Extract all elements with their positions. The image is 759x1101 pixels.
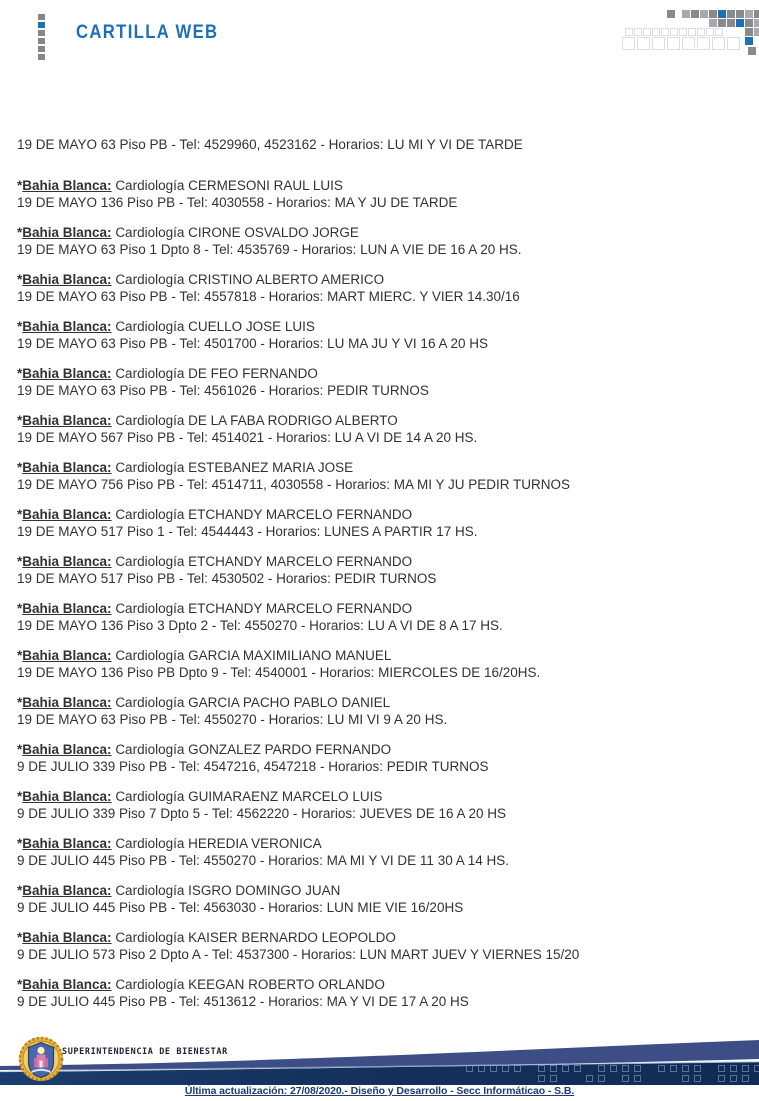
provider-name: HEREDIA VERONICA [188, 836, 322, 851]
provider-specialty: Cardiología [115, 507, 185, 522]
mosaic-square [667, 37, 680, 50]
mosaic-square [682, 37, 695, 50]
provider-city: Bahia Blanca: [22, 836, 112, 851]
mosaic-square [706, 28, 714, 36]
brand-square [38, 14, 45, 20]
mosaic-square [679, 28, 687, 36]
provider-address: 9 DE JULIO 339 Piso PB - Tel: 4547216, 4547218 - Horarios: PEDIR TURNOS [17, 759, 489, 774]
provider-header [17, 929, 747, 946]
entry-bullet: * [17, 507, 23, 522]
provider-specialty: Cardiología [115, 413, 185, 428]
provider-specialty: Cardiología [115, 742, 185, 757]
provider-header [17, 741, 747, 758]
provider-entry [17, 177, 747, 211]
provider-city: Bahia Blanca: [22, 554, 112, 569]
provider-entry [17, 600, 747, 634]
organization-name: SUPERINTENDENCIA DE BIENESTAR [62, 1047, 228, 1057]
entry-bullet: * [17, 319, 23, 334]
provider-listing [17, 136, 747, 1023]
mosaic-square [643, 28, 651, 36]
mosaic-square [709, 10, 717, 18]
provider-header [17, 694, 747, 711]
provider-entry [17, 647, 747, 681]
provider-city: Bahia Blanca: [22, 460, 112, 475]
mosaic-square [670, 28, 678, 36]
provider-address: 19 DE MAYO 63 Piso PB - Tel: 4550270 - Horarios: LU MI VI 9 A 20 HS. [17, 712, 448, 727]
mosaic-square [712, 37, 725, 50]
provider-city: Bahia Blanca: [22, 789, 112, 804]
mosaic-square [727, 37, 740, 50]
provider-header [17, 882, 747, 899]
provider-entries [17, 177, 747, 1010]
entry-bullet: * [17, 554, 23, 569]
provider-address: 19 DE MAYO 517 Piso 1 - Tel: 4544443 - Horarios: LUNES A PARTIR 17 HS. [17, 524, 478, 539]
provider-entry [17, 741, 747, 775]
entry-bullet: * [17, 178, 23, 193]
brand-square [38, 54, 45, 60]
mosaic-square [754, 19, 759, 27]
provider-address: 19 DE MAYO 136 Piso 3 Dpto 2 - Tel: 4550270 - Horarios: LU A VI DE 8 A 17 HS. [17, 618, 503, 633]
mosaic-square [748, 47, 756, 55]
entry-bullet: * [17, 272, 23, 287]
mosaic-square [697, 28, 705, 36]
provider-address: 9 DE JULIO 445 Piso PB - Tel: 4513612 - Horarios: MA Y VI DE 17 A 20 HS [17, 994, 469, 1009]
mosaic-square [745, 10, 753, 18]
provider-specialty: Cardiología [115, 319, 185, 334]
provider-city: Bahia Blanca: [22, 601, 112, 616]
provider-name: GARCIA MAXIMILIANO MANUEL [188, 648, 392, 663]
provider-entry [17, 882, 747, 916]
provider-city: Bahia Blanca: [22, 507, 112, 522]
entry-bullet: * [17, 695, 23, 710]
entry-bullet: * [17, 225, 23, 240]
mosaic-square [700, 10, 708, 18]
provider-city: Bahia Blanca: [22, 930, 112, 945]
provider-specialty: Cardiología [115, 272, 185, 287]
provider-name: KAISER BERNARDO LEOPOLDO [188, 930, 396, 945]
provider-entry [17, 459, 747, 493]
entry-bullet: * [17, 601, 23, 616]
provider-name: ETCHANDY MARCELO FERNANDO [188, 601, 413, 616]
provider-entry [17, 553, 747, 587]
provider-city: Bahia Blanca: [22, 695, 112, 710]
provider-address: 19 DE MAYO 517 Piso PB - Tel: 4530502 - Horarios: PEDIR TURNOS [17, 571, 437, 586]
provider-address: 19 DE MAYO 63 Piso PB - Tel: 4557818 - Horarios: MART MIERC. Y VIER 14.30/16 [17, 289, 520, 304]
provider-header [17, 459, 747, 476]
entry-bullet: * [17, 413, 23, 428]
provider-entry [17, 365, 747, 399]
provider-name: CUELLO JOSE LUIS [188, 319, 315, 334]
provider-name: CERMESONI RAUL LUIS [188, 178, 343, 193]
mosaic-square [745, 19, 753, 27]
provider-name: GARCIA PACHO PABLO DANIEL [188, 695, 391, 710]
provider-entry [17, 929, 747, 963]
provider-address: 19 DE MAYO 63 Piso 1 Dpto 8 - Tel: 4535769 - Horarios: LUN A VIE DE 16 A 20 HS. [17, 242, 522, 257]
entry-bullet: * [17, 366, 23, 381]
provider-header [17, 553, 747, 570]
provider-city: Bahia Blanca: [22, 742, 112, 757]
mosaic-square [625, 28, 633, 36]
provider-address: 19 DE MAYO 136 Piso PB - Tel: 4030558 - Horarios: MA Y JU DE TARDE [17, 195, 458, 210]
provider-specialty: Cardiología [115, 225, 185, 240]
provider-name: ESTEBANEZ MARIA JOSE [188, 460, 354, 475]
provider-header [17, 412, 747, 429]
mosaic-square [718, 19, 726, 27]
provider-header [17, 318, 747, 335]
provider-name: KEEGAN ROBERTO ORLANDO [188, 977, 385, 992]
entry-bullet: * [17, 836, 23, 851]
mosaic-square [718, 10, 726, 18]
provider-address: 19 DE MAYO 136 Piso PB Dpto 9 - Tel: 4540001 - Horarios: MIERCOLES DE 16/20HS. [17, 665, 541, 680]
provider-specialty: Cardiología [115, 178, 185, 193]
provider-address: 9 DE JULIO 339 Piso 7 Dpto 5 - Tel: 4562220 - Horarios: JUEVES DE 16 A 20 HS [17, 806, 506, 821]
provider-header [17, 976, 747, 993]
provider-entry [17, 271, 747, 305]
provider-entry [17, 412, 747, 446]
provider-header [17, 835, 747, 852]
provider-name: ETCHANDY MARCELO FERNANDO [188, 554, 413, 569]
provider-header [17, 365, 747, 382]
brand-square [38, 46, 45, 52]
provider-header [17, 506, 747, 523]
mosaic-square [754, 10, 759, 18]
mosaic-square [634, 28, 642, 36]
provider-entry [17, 318, 747, 352]
mosaic-square [745, 28, 753, 36]
provider-address: 19 DE MAYO 756 Piso PB - Tel: 4514711, 4030558 - Horarios: MA MI Y JU PEDIR TURNOS [17, 477, 570, 492]
provider-city: Bahia Blanca: [22, 977, 112, 992]
page-title: CARTILLA WEB [76, 22, 219, 43]
last-update-note: Última actualización: 27/08/2020.- Diseño y Desarrollo - Secc Informáticao - S.B. [184, 1085, 575, 1097]
provider-city: Bahia Blanca: [22, 178, 112, 193]
entry-bullet: * [17, 930, 23, 945]
provider-entry [17, 506, 747, 540]
provider-header [17, 647, 747, 664]
provider-entry [17, 976, 747, 1010]
provider-name: DE LA FABA RODRIGO ALBERTO [188, 413, 398, 428]
mosaic-square [727, 10, 735, 18]
mosaic-square [682, 10, 690, 18]
provider-specialty: Cardiología [115, 648, 185, 663]
provider-entry [17, 835, 747, 869]
provider-specialty: Cardiología [115, 789, 185, 804]
provider-entry [17, 224, 747, 258]
entry-bullet: * [17, 648, 23, 663]
provider-header [17, 788, 747, 805]
mosaic-square [736, 19, 744, 27]
entry-bullet: * [17, 742, 23, 757]
provider-name: DE FEO FERNANDO [188, 366, 318, 381]
entry-bullet: * [17, 977, 23, 992]
mosaic-square [691, 10, 699, 18]
provider-address: 9 DE JULIO 445 Piso PB - Tel: 4550270 - Horarios: MA MI Y VI DE 11 30 A 14 HS. [17, 853, 509, 868]
brand-square [38, 22, 45, 28]
brand-square [38, 30, 45, 36]
provider-address: 19 DE MAYO 63 Piso PB - Tel: 4501700 - Horarios: LU MA JU Y VI 16 A 20 HS [17, 336, 488, 351]
mosaic-square [652, 37, 665, 50]
provider-specialty: Cardiología [115, 366, 185, 381]
provider-specialty: Cardiología [115, 883, 185, 898]
provider-header [17, 271, 747, 288]
provider-specialty: Cardiología [115, 930, 185, 945]
mosaic-square [736, 10, 744, 18]
provider-name: ISGRO DOMINGO JUAN [188, 883, 341, 898]
provider-specialty: Cardiología [115, 554, 185, 569]
provider-name: GONZALEZ PARDO FERNANDO [188, 742, 392, 757]
provider-city: Bahia Blanca: [22, 319, 112, 334]
provider-city: Bahia Blanca: [22, 883, 112, 898]
provider-address: 19 DE MAYO 63 Piso PB - Tel: 4561026 - Horarios: PEDIR TURNOS [17, 383, 429, 398]
provider-name: GUIMARAENZ MARCELO LUIS [188, 789, 383, 804]
provider-specialty: Cardiología [115, 695, 185, 710]
provider-city: Bahia Blanca: [22, 413, 112, 428]
provider-city: Bahia Blanca: [22, 272, 112, 287]
brand-squares-icon [38, 14, 45, 62]
provider-city: Bahia Blanca: [22, 366, 112, 381]
mosaic-square [745, 37, 753, 45]
mosaic-square [754, 28, 759, 36]
provider-specialty: Cardiología [115, 977, 185, 992]
provider-header [17, 224, 747, 241]
provider-address: 19 DE MAYO 567 Piso PB - Tel: 4514021 - Horarios: LU A VI DE 14 A 20 HS. [17, 430, 478, 445]
mosaic-square [715, 28, 723, 36]
provider-name: ETCHANDY MARCELO FERNANDO [188, 507, 413, 522]
mosaic-square [667, 10, 675, 18]
mosaic-square [661, 28, 669, 36]
provider-entry [17, 694, 747, 728]
provider-address: 9 DE JULIO 573 Piso 2 Dpto A - Tel: 4537300 - Horarios: LUN MART JUEV Y VIERNES 15/20 [17, 947, 580, 962]
provider-specialty: Cardiología [115, 601, 185, 616]
mosaic-square [727, 19, 735, 27]
provider-header [17, 600, 747, 617]
mosaic-square [652, 28, 660, 36]
entry-bullet: * [17, 883, 23, 898]
superintendencia-seal-logo [18, 1034, 64, 1084]
mosaic-square [709, 19, 717, 27]
provider-entry [17, 788, 747, 822]
mosaic-square [622, 37, 635, 50]
provider-specialty: Cardiología [115, 836, 185, 851]
provider-name: CIRONE OSVALDO JORGE [188, 225, 359, 240]
entry-bullet: * [17, 789, 23, 804]
provider-address-continued: 19 DE MAYO 63 Piso PB - Tel: 4529960, 4523162 - Horarios: LU MI Y VI DE TARDE [17, 137, 523, 152]
mosaic-square [688, 28, 696, 36]
brand-square [38, 38, 45, 44]
provider-address: 9 DE JULIO 445 Piso PB - Tel: 4563030 - Horarios: LUN MIE VIE 16/20HS [17, 900, 464, 915]
mosaic-square [697, 37, 710, 50]
provider-header [17, 177, 747, 194]
provider-city: Bahia Blanca: [22, 648, 112, 663]
entry-bullet: * [17, 460, 23, 475]
provider-specialty: Cardiología [115, 460, 185, 475]
provider-name: CRISTINO ALBERTO AMERICO [188, 272, 385, 287]
mosaic-square [637, 37, 650, 50]
provider-city: Bahia Blanca: [22, 225, 112, 240]
